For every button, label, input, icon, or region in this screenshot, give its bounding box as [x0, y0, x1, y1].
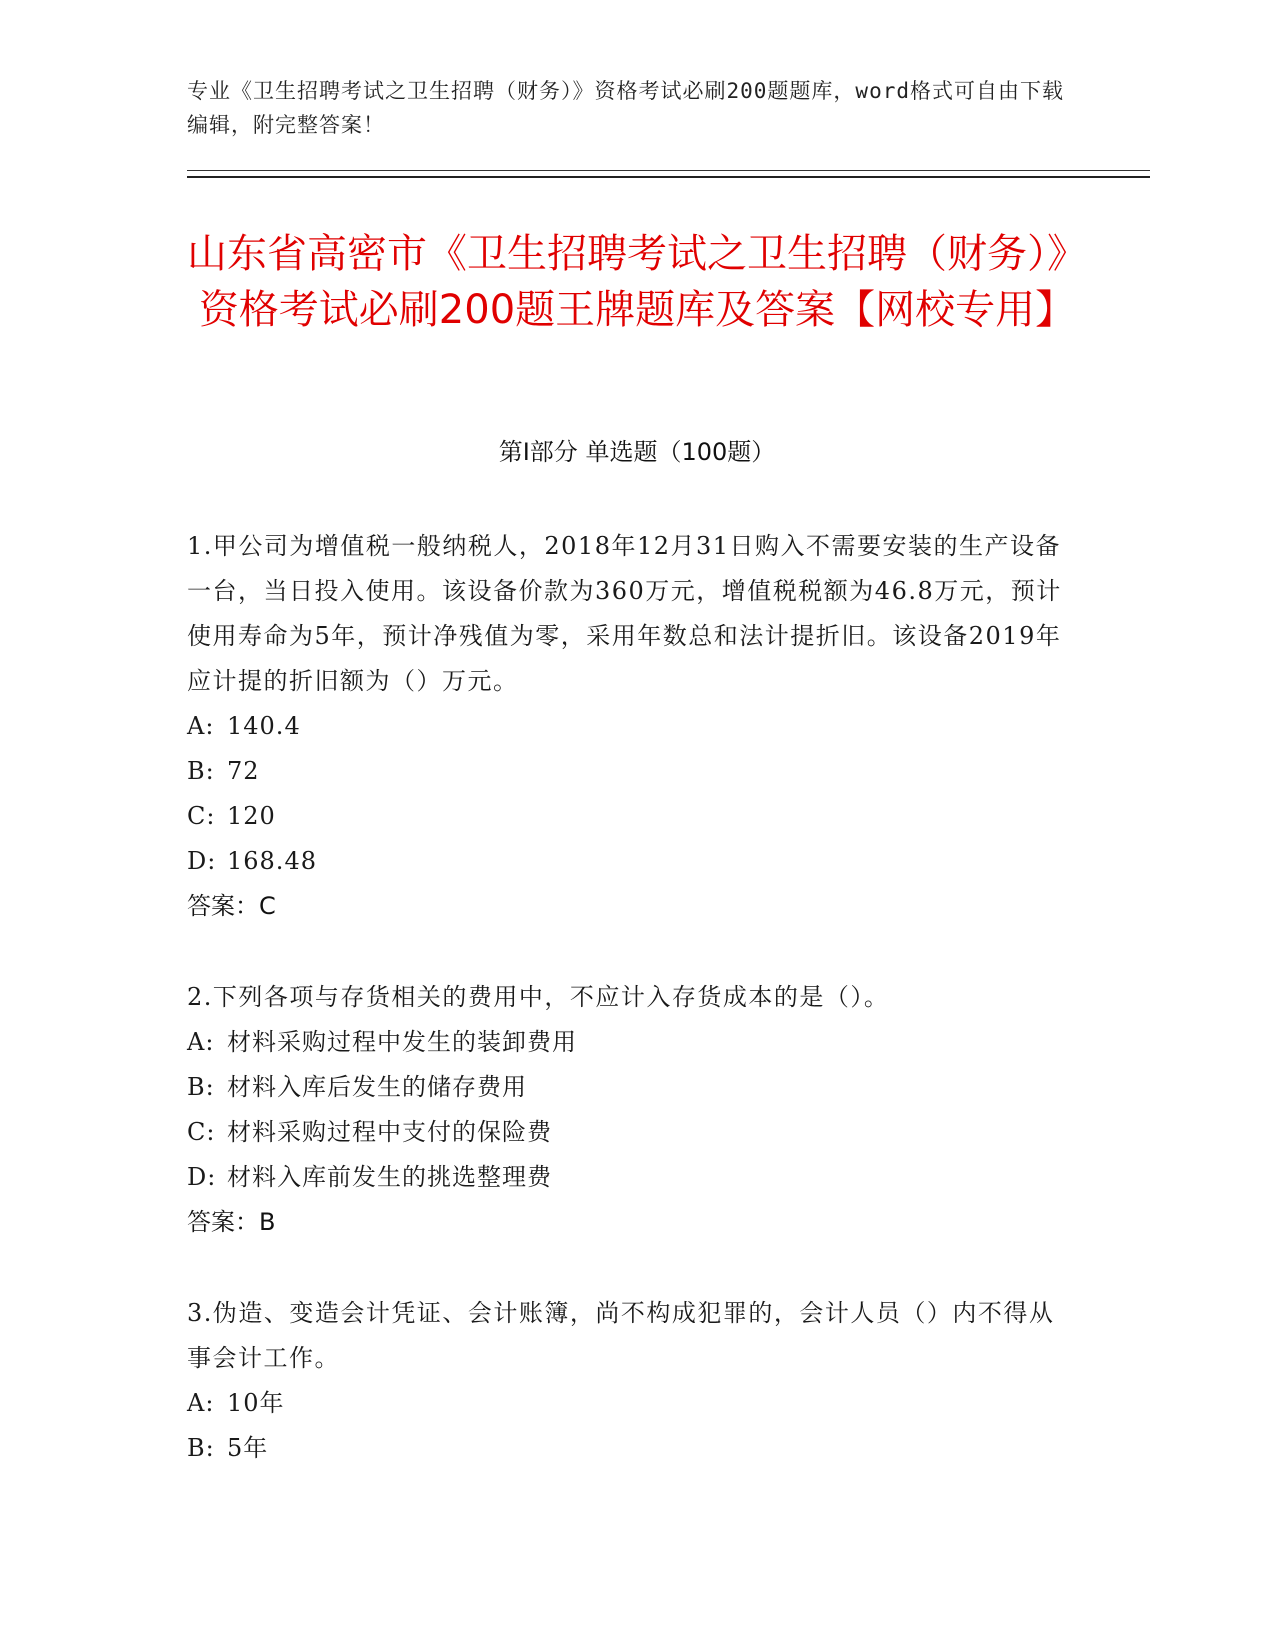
- section-heading: 第Ⅰ部分 单选题（100题）: [498, 438, 776, 466]
- question-3: [187, 1291, 1077, 1471]
- option-letter: C:: [187, 1118, 216, 1146]
- option-b: [187, 1065, 1077, 1110]
- option-letter: B:: [187, 1073, 215, 1101]
- option-b: [187, 749, 1077, 794]
- answer-line: 答案：C: [187, 892, 276, 920]
- question-2: [187, 975, 1077, 1245]
- option-letter: A:: [187, 712, 215, 740]
- option-a: [187, 704, 1077, 749]
- option-letter: B:: [187, 757, 215, 785]
- question-list: [187, 524, 1077, 1517]
- option-c: [187, 1110, 1077, 1155]
- option-text: 材料采购过程中支付的保险费: [227, 1118, 552, 1146]
- option-text: 材料采购过程中发生的装卸费用: [227, 1028, 577, 1056]
- option-a: [187, 1381, 1077, 1426]
- option-text: 140.4: [227, 712, 301, 740]
- option-text: 材料入库后发生的储存费用: [227, 1073, 527, 1101]
- header-rule-bottom: [187, 176, 1150, 178]
- option-b: [187, 1426, 1077, 1471]
- question-1: [187, 524, 1077, 929]
- option-text: 168.48: [227, 847, 317, 875]
- option-letter: C:: [187, 802, 216, 830]
- option-text: 5年: [227, 1434, 269, 1462]
- option-letter: A:: [187, 1389, 215, 1417]
- option-letter: A:: [187, 1028, 215, 1056]
- option-letter: B:: [187, 1434, 215, 1462]
- document-title: 山东省高密市《卫生招聘考试之卫生招聘（财务）》资格考试必刷200题王牌题库及答案【网校专用】: [187, 231, 1087, 333]
- option-letter: D:: [187, 1163, 217, 1191]
- option-a: [187, 1020, 1077, 1065]
- header-rule-top: [187, 170, 1150, 171]
- header-note: 专业《卫生招聘考试之卫生招聘（财务）》资格考试必刷200题题库，word格式可自由下载编辑，附完整答案！: [187, 79, 1064, 137]
- option-c: [187, 794, 1077, 839]
- option-d: [187, 839, 1077, 884]
- question-stem: 1.甲公司为增值税一般纳税人，2018年12月31日购入不需要安装的生产设备一台，当日投入使用。该设备价款为360万元，增值税税额为46.8万元，预计使用寿命为5年，预计净残值为零，采用年数总和法计提折旧。该设备2019年应计提的折旧额为（）万元。: [187, 532, 1062, 695]
- option-text: 120: [227, 802, 276, 830]
- option-text: 10年: [227, 1389, 285, 1417]
- option-text: 材料入库前发生的挑选整理费: [227, 1163, 552, 1191]
- question-stem: 3.伪造、变造会计凭证、会计账簿，尚不构成犯罪的，会计人员（）内不得从事会计工作。: [187, 1299, 1055, 1372]
- option-text: 72: [227, 757, 260, 785]
- option-d: [187, 1155, 1077, 1200]
- option-letter: D:: [187, 847, 217, 875]
- answer-line: 答案：B: [187, 1208, 276, 1236]
- question-stem: 2.下列各项与存货相关的费用中，不应计入存货成本的是（）。: [187, 983, 890, 1011]
